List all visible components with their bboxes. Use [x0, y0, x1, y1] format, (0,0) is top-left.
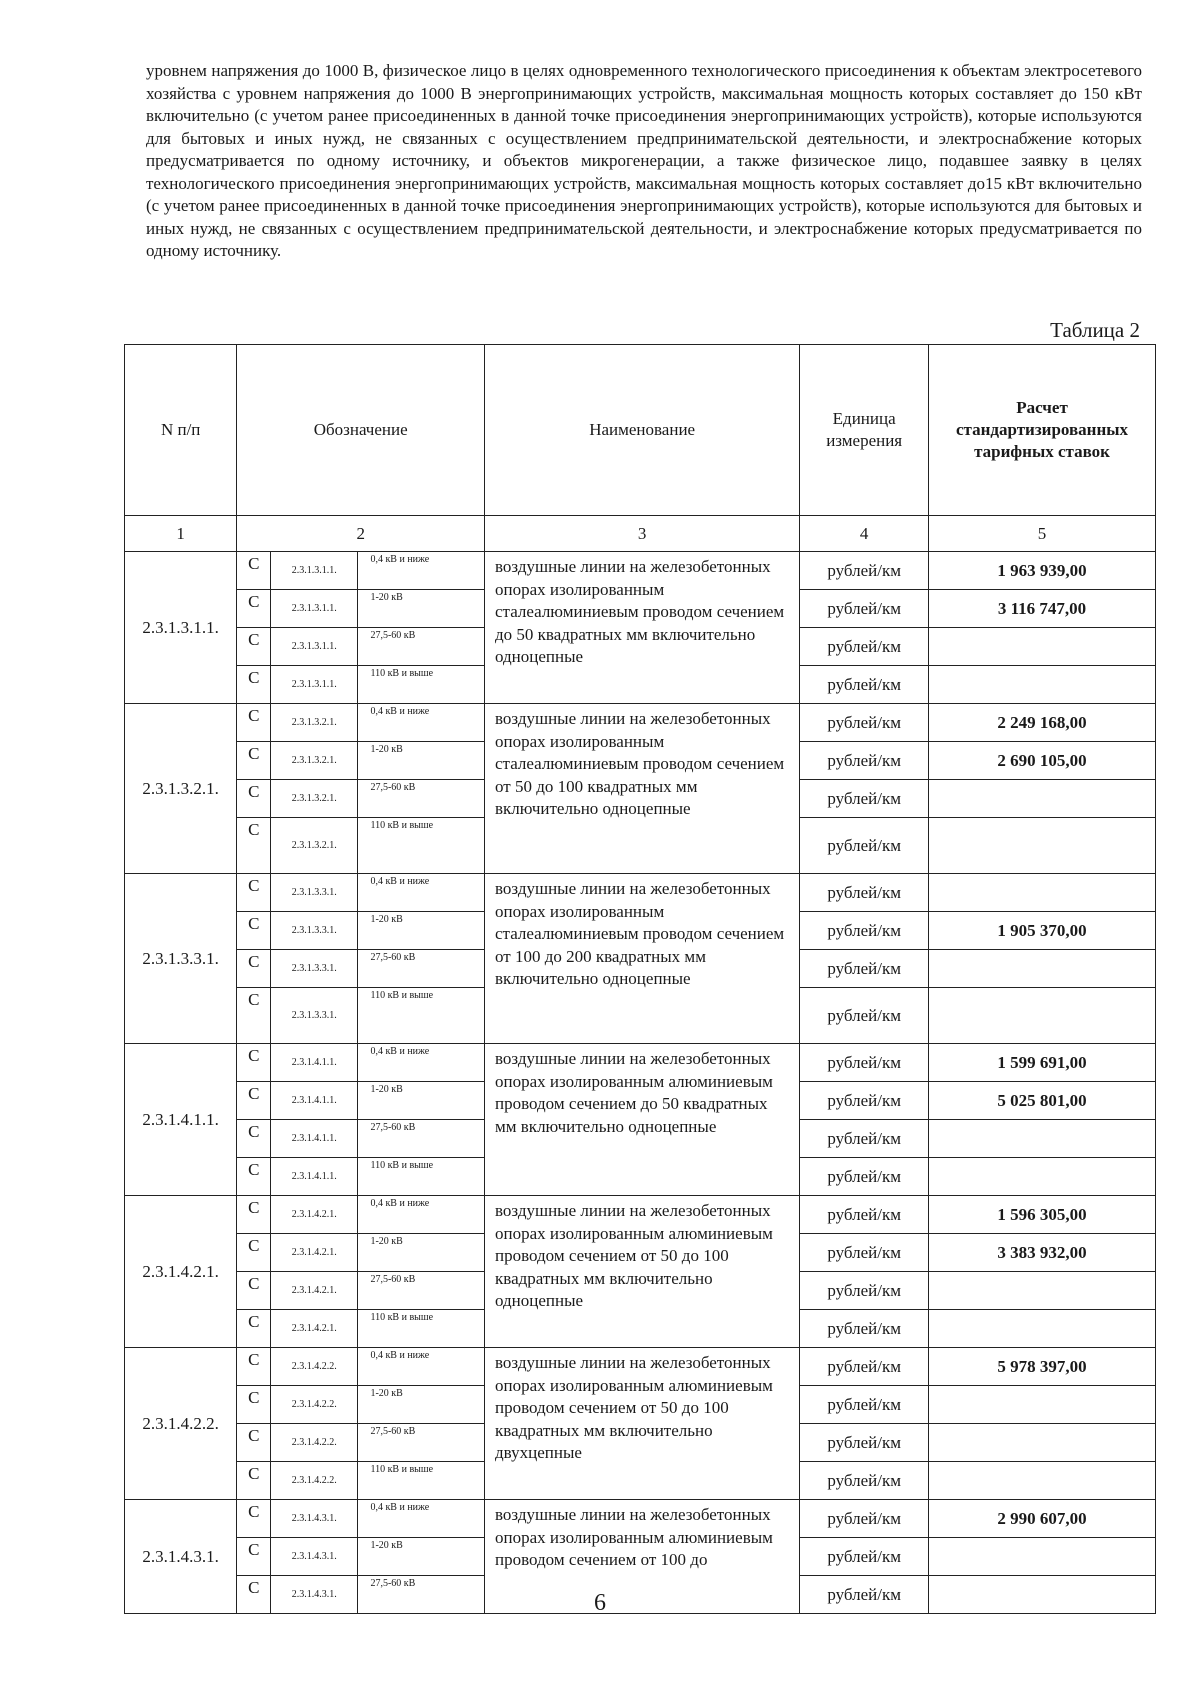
designation-code: 2.3.1.3.3.1. [271, 988, 358, 1044]
designation-code: 2.3.1.4.1.1. [271, 1120, 358, 1158]
table-row [125, 1044, 1156, 1082]
designation-code: 2.3.1.3.2.1. [271, 704, 358, 742]
table-row [125, 704, 1156, 742]
voltage-class: 27,5-60 кВ [358, 1120, 485, 1158]
designation-code: 2.3.1.4.2.1. [271, 1196, 358, 1234]
voltage-class: 110 кВ и выше [358, 818, 485, 874]
column-index: 1 [125, 516, 237, 552]
page-number: 6 [594, 1590, 606, 1616]
unit-cell: рублей/км [800, 590, 929, 628]
designation-code: 2.3.1.3.3.1. [271, 950, 358, 988]
designation-letter: С [237, 1500, 271, 1538]
voltage-class: 27,5-60 кВ [358, 780, 485, 818]
rate-value: 1 905 370,00 [929, 912, 1156, 950]
header-designation: Обозначение [237, 345, 485, 516]
header-name: Наименование [485, 345, 800, 516]
designation-code: 2.3.1.3.3.1. [271, 912, 358, 950]
unit-cell: рублей/км [800, 704, 929, 742]
designation-code: 2.3.1.3.2.1. [271, 818, 358, 874]
unit-cell: рублей/км [800, 1234, 929, 1272]
voltage-class: 0,4 кВ и ниже [358, 874, 485, 912]
rate-value [929, 874, 1156, 912]
rate-value: 3 116 747,00 [929, 590, 1156, 628]
rate-value: 2 249 168,00 [929, 704, 1156, 742]
designation-letter: С [237, 1348, 271, 1386]
rate-value: 1 963 939,00 [929, 552, 1156, 590]
voltage-class: 1-20 кВ [358, 1538, 485, 1576]
table-row [125, 1500, 1156, 1538]
voltage-class: 1-20 кВ [358, 1234, 485, 1272]
rate-value: 2 990 607,00 [929, 1500, 1156, 1538]
designation-code: 2.3.1.3.1.1. [271, 590, 358, 628]
rate-value [929, 666, 1156, 704]
group-code: 2.3.1.4.1.1. [125, 1044, 237, 1196]
voltage-class: 110 кВ и выше [358, 1310, 485, 1348]
designation-code: 2.3.1.3.3.1. [271, 874, 358, 912]
designation-letter: С [237, 912, 271, 950]
header-unit: Единица измерения [800, 345, 929, 516]
table-caption: Таблица 2 [1050, 318, 1140, 342]
unit-cell: рублей/км [800, 1120, 929, 1158]
designation-letter: С [237, 1272, 271, 1310]
voltage-class: 0,4 кВ и ниже [358, 1500, 485, 1538]
rate-value [929, 1424, 1156, 1462]
voltage-class: 1-20 кВ [358, 1082, 485, 1120]
designation-code: 2.3.1.4.3.1. [271, 1576, 358, 1614]
rate-value [929, 1462, 1156, 1500]
unit-cell: рублей/км [800, 1386, 929, 1424]
unit-cell: рублей/км [800, 742, 929, 780]
voltage-class: 0,4 кВ и ниже [358, 1044, 485, 1082]
voltage-class: 1-20 кВ [358, 742, 485, 780]
rate-value: 2 690 105,00 [929, 742, 1156, 780]
tariff-table [124, 344, 1156, 1614]
designation-letter: С [237, 1462, 271, 1500]
voltage-class: 1-20 кВ [358, 590, 485, 628]
designation-letter: С [237, 1310, 271, 1348]
designation-code: 2.3.1.4.1.1. [271, 1158, 358, 1196]
voltage-class: 27,5-60 кВ [358, 1424, 485, 1462]
unit-cell: рублей/км [800, 912, 929, 950]
unit-cell: рублей/км [800, 780, 929, 818]
voltage-class: 0,4 кВ и ниже [358, 1196, 485, 1234]
rate-value [929, 1538, 1156, 1576]
designation-code: 2.3.1.4.2.1. [271, 1310, 358, 1348]
unit-cell: рублей/км [800, 1538, 929, 1576]
unit-cell: рублей/км [800, 1576, 929, 1614]
designation-letter: С [237, 818, 271, 874]
designation-letter: С [237, 1576, 271, 1614]
voltage-class: 27,5-60 кВ [358, 1272, 485, 1310]
designation-letter: С [237, 704, 271, 742]
rate-value [929, 1310, 1156, 1348]
group-code: 2.3.1.3.2.1. [125, 704, 237, 874]
designation-letter: С [237, 628, 271, 666]
unit-cell: рублей/км [800, 874, 929, 912]
rate-value [929, 1386, 1156, 1424]
designation-letter: С [237, 1234, 271, 1272]
unit-cell: рублей/км [800, 988, 929, 1044]
voltage-class: 110 кВ и выше [358, 1462, 485, 1500]
unit-cell: рублей/км [800, 950, 929, 988]
designation-code: 2.3.1.3.2.1. [271, 742, 358, 780]
unit-cell: рублей/км [800, 1348, 929, 1386]
unit-cell: рублей/км [800, 1272, 929, 1310]
group-code: 2.3.1.4.2.2. [125, 1348, 237, 1500]
rate-value [929, 1158, 1156, 1196]
unit-cell: рублей/км [800, 628, 929, 666]
designation-code: 2.3.1.3.1.1. [271, 628, 358, 666]
designation-letter: С [237, 1538, 271, 1576]
voltage-class: 27,5-60 кВ [358, 950, 485, 988]
table-row [125, 552, 1156, 590]
tariff-table-body [125, 552, 1156, 1614]
designation-letter: С [237, 1158, 271, 1196]
rate-value [929, 628, 1156, 666]
line-description: воздушные линии на железобетонных опорах изолированным сталеалюминиевым проводом сечением до 50 квадратных мм включительно одноцепные [485, 552, 800, 704]
voltage-class: 1-20 кВ [358, 912, 485, 950]
table-row [125, 1348, 1156, 1386]
rate-value: 5 978 397,00 [929, 1348, 1156, 1386]
designation-code: 2.3.1.4.2.2. [271, 1462, 358, 1500]
designation-code: 2.3.1.4.2.2. [271, 1386, 358, 1424]
unit-cell: рублей/км [800, 818, 929, 874]
group-code: 2.3.1.4.3.1. [125, 1500, 237, 1614]
column-index: 4 [800, 516, 929, 552]
column-index: 5 [929, 516, 1156, 552]
rate-value: 1 599 691,00 [929, 1044, 1156, 1082]
designation-letter: С [237, 742, 271, 780]
designation-code: 2.3.1.4.2.2. [271, 1348, 358, 1386]
header-row [125, 345, 1156, 516]
unit-cell: рублей/км [800, 1044, 929, 1082]
column-index: 3 [485, 516, 800, 552]
unit-cell: рублей/км [800, 1424, 929, 1462]
intro-paragraph: уровнем напряжения до 1000 В, физическое лицо в целях одновременного технологического присоединения к объектам электросетевого хозяйства с уровнем напряжения до 1000 В энергопринимающих устройств, максимальная мощность которых составляет до 150 кВт включительно (с учетом ранее присоединенных в данной точке присоединения энергопринимающих устройств), которые используются для бытовых и иных нужд, не связанных с осуществлением предпринимательской деятельности, и электроснабжение которых предусматривается по одному источнику, и объектов микрогенерации, а также физическое лицо, подавшее заявку в целях технологического присоединения энергопринимающих устройств, максимальная мощность которых составляет до15 кВт включительно (с учетом ранее присоединенных в данной точке присоединения энергопринимающих устройств), которые используются для бытовых и иных нужд, не связанных с осуществлением предпринимательской деятельности, и электроснабжение которых предусматривается по одному источнику. [146, 61, 1142, 260]
designation-code: 2.3.1.3.1.1. [271, 666, 358, 704]
rate-value [929, 988, 1156, 1044]
designation-code: 2.3.1.4.3.1. [271, 1538, 358, 1576]
voltage-class: 0,4 кВ и ниже [358, 1348, 485, 1386]
voltage-class: 110 кВ и выше [358, 988, 485, 1044]
designation-letter: С [237, 1196, 271, 1234]
voltage-class: 110 кВ и выше [358, 666, 485, 704]
designation-letter: С [237, 1386, 271, 1424]
voltage-class: 27,5-60 кВ [358, 628, 485, 666]
line-description: воздушные линии на железобетонных опорах изолированным сталеалюминиевым проводом сечением от 100 до 200 квадратных мм включительно одноцепные [485, 874, 800, 1044]
group-code: 2.3.1.3.3.1. [125, 874, 237, 1044]
voltage-class: 110 кВ и выше [358, 1158, 485, 1196]
unit-cell: рублей/км [800, 1462, 929, 1500]
rate-value [929, 780, 1156, 818]
line-description: воздушные линии на железобетонных опорах изолированным алюминиевым проводом сечением от 100 до [485, 1500, 800, 1614]
designation-letter: С [237, 950, 271, 988]
unit-cell: рублей/км [800, 1158, 929, 1196]
designation-letter: С [237, 1120, 271, 1158]
designation-letter: С [237, 1424, 271, 1462]
table-row [125, 1196, 1156, 1234]
group-code: 2.3.1.4.2.1. [125, 1196, 237, 1348]
designation-letter: С [237, 1044, 271, 1082]
designation-code: 2.3.1.4.1.1. [271, 1044, 358, 1082]
designation-code: 2.3.1.4.2.1. [271, 1272, 358, 1310]
unit-cell: рублей/км [800, 1196, 929, 1234]
designation-code: 2.3.1.3.1.1. [271, 552, 358, 590]
unit-cell: рублей/км [800, 1500, 929, 1538]
designation-letter: С [237, 780, 271, 818]
table-row [125, 874, 1156, 912]
voltage-class: 0,4 кВ и ниже [358, 704, 485, 742]
designation-letter: С [237, 988, 271, 1044]
column-index: 2 [237, 516, 485, 552]
designation-code: 2.3.1.4.1.1. [271, 1082, 358, 1120]
line-description: воздушные линии на железобетонных опорах изолированным алюминиевым проводом сечением до 50 квадратных мм включительно одноцепные [485, 1044, 800, 1196]
rate-value [929, 1120, 1156, 1158]
voltage-class: 0,4 кВ и ниже [358, 552, 485, 590]
line-description: воздушные линии на железобетонных опорах изолированным сталеалюминиевым проводом сечением от 50 до 100 квадратных мм включительно одноцепные [485, 704, 800, 874]
header-num: N п/п [125, 345, 237, 516]
unit-cell: рублей/км [800, 552, 929, 590]
rate-value: 1 596 305,00 [929, 1196, 1156, 1234]
designation-code: 2.3.1.4.2.1. [271, 1234, 358, 1272]
line-description: воздушные линии на железобетонных опорах изолированным алюминиевым проводом сечением от 50 до 100 квадратных мм включительно двухцепные [485, 1348, 800, 1500]
designation-letter: С [237, 590, 271, 628]
unit-cell: рублей/км [800, 1310, 929, 1348]
unit-cell: рублей/км [800, 1082, 929, 1120]
voltage-class: 27,5-60 кВ [358, 1576, 485, 1614]
rate-value [929, 950, 1156, 988]
column-index-row [125, 516, 1156, 552]
designation-letter: С [237, 874, 271, 912]
designation-code: 2.3.1.3.2.1. [271, 780, 358, 818]
designation-letter: С [237, 1082, 271, 1120]
designation-code: 2.3.1.4.2.2. [271, 1424, 358, 1462]
rate-value: 3 383 932,00 [929, 1234, 1156, 1272]
designation-letter: С [237, 666, 271, 704]
rate-value [929, 1272, 1156, 1310]
header-rate: Расчет стандартизированных тарифных ставок [929, 345, 1156, 516]
group-code: 2.3.1.3.1.1. [125, 552, 237, 704]
voltage-class: 1-20 кВ [358, 1386, 485, 1424]
unit-cell: рублей/км [800, 666, 929, 704]
rate-value [929, 818, 1156, 874]
designation-code: 2.3.1.4.3.1. [271, 1500, 358, 1538]
designation-letter: С [237, 552, 271, 590]
rate-value: 5 025 801,00 [929, 1082, 1156, 1120]
line-description: воздушные линии на железобетонных опорах изолированным алюминиевым проводом сечением от 50 до 100 квадратных мм включительно одноцепные [485, 1196, 800, 1348]
